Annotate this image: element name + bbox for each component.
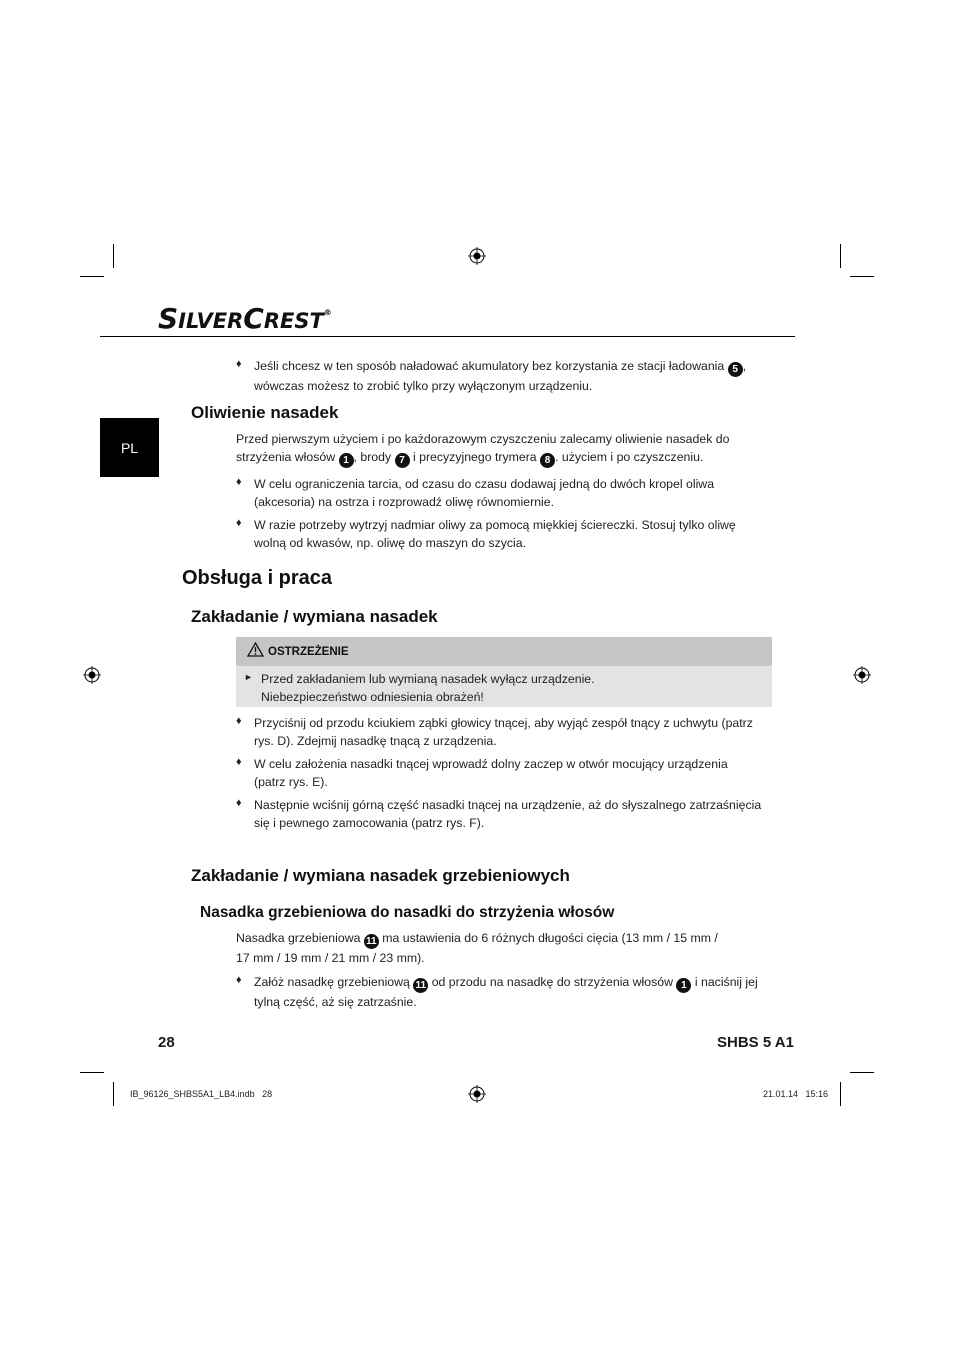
crop-mark <box>840 244 841 268</box>
bullet-icon: ♦ <box>236 358 242 370</box>
crop-mark <box>850 1072 874 1073</box>
registration-mark-icon <box>83 666 101 684</box>
oil-bullet-1: W celu ograniczenia tarcia, od czasu do czasu dodawaj jedną do dwóch kropel oliwa (akcesoria) na ostrza i rozprowadź oliwę równomiernie. <box>254 477 715 509</box>
crop-mark <box>113 1082 114 1106</box>
ref-number: 11 <box>364 934 379 949</box>
ref-number: 1 <box>339 453 354 468</box>
crop-mark <box>850 276 874 277</box>
intro-bullet-text: Jeśli chcesz w ten sposób naładować akumulatory bez korzystania ze stacji ładowania 5 , wówczas możesz to zrobić tylko przy wyłączonym urządzeniu. <box>254 359 747 393</box>
crop-mark <box>840 1082 841 1106</box>
registration-mark-icon <box>853 666 871 684</box>
crop-mark <box>80 1072 104 1073</box>
ref-number: 11 <box>413 978 428 993</box>
bullet-icon: ♦ <box>236 517 242 529</box>
language-tab: PL <box>100 418 159 477</box>
section-heading: Oliwienie nasadek <box>191 403 339 422</box>
attach-bullet-2: W celu założenia nasadki tnącej wprowadź dolny zaczep w otwór mocujący urządzenia (patrz rys. E). <box>254 757 728 789</box>
ref-number: 7 <box>395 453 410 468</box>
registration-mark-icon <box>468 247 486 265</box>
warning-title: OSTRZEŻENIE <box>268 646 349 658</box>
section-heading: Zakładanie / wymiana nasadek grzebieniowych <box>191 866 570 885</box>
print-slug-date: 21.01.14 15:16 <box>763 1089 829 1099</box>
bullet-icon: ♦ <box>236 797 242 809</box>
crop-mark <box>80 276 104 277</box>
subsection-heading: Nasadka grzebieniowa do nasadki do strzyżenia włosów <box>200 904 615 921</box>
bullet-icon: ♦ <box>236 715 242 727</box>
attach-bullet-1: Przyciśnij od przodu kciukiem ząbki głowicy tnącej, aby wyjąć zespół tnący z uchwytu (patrz rys. D). Zdejmij nasadkę tnącą z urządzenia. <box>254 716 753 748</box>
crop-mark <box>113 244 114 268</box>
comb-bullet-1: Załóż nasadkę grzebieniową 11 od przodu na nasadkę do strzyżenia włosów 1 i naciśnij jej tylną część, aż się zatrzaśnie. <box>254 975 758 1009</box>
attach-bullet-3: Następnie wciśnij górną część nasadki tnącej na urządzenie, aż do słyszalnego zatrzaśnięcia się i pewnego zamocowania (patrz rys. F). <box>254 798 762 830</box>
comb-paragraph: Nasadka grzebieniowa 11 ma ustawienia do 6 różnych długości cięcia (13 mm / 15 mm / 17 mm / 19 mm / 21 mm / 23 mm). <box>236 931 718 965</box>
chapter-heading: Obsługa i praca <box>182 567 333 589</box>
brand-logo: SILVERCREST® <box>158 302 332 335</box>
oil-bullet-2: W razie potrzeby wytrzyj nadmiar oliwy za pomocą miękkiej ściereczki. Stosuj tylko oliwę wolną od kwasów, np. oliwę do maszyn do szycia. <box>254 518 736 550</box>
print-slug-file: IB_96126_SHBS5A1_LB4.indb 28 <box>130 1089 273 1099</box>
bullet-icon: ♦ <box>236 756 242 768</box>
ref-number: 8 <box>540 453 555 468</box>
warning-triangle-icon <box>247 642 264 657</box>
oil-paragraph: Przed pierwszym użyciem i po każdorazowym czyszczeniu zalecamy oliwienie nasadek do strzyżenia włosów 1 , brody 7 i precyzyjnego trymera 8 . użyciem i po czyszczeniu. <box>236 432 730 466</box>
warning-text: Przed zakładaniem lub wymianą nasadek wyłącz urządzenie. Niebezpieczeństwo odniesienia obrażeń! <box>261 672 595 704</box>
bullet-icon: ♦ <box>236 974 242 986</box>
section-heading: Zakładanie / wymiana nasadek <box>191 607 438 626</box>
bullet-icon: ♦ <box>236 476 242 488</box>
ref-number: 5 <box>728 362 743 377</box>
ref-number: 1 <box>676 978 691 993</box>
page-number: 28 <box>158 1034 175 1051</box>
arrow-icon: ► <box>244 672 253 682</box>
header-rule <box>100 336 795 337</box>
registration-mark-icon <box>468 1085 486 1103</box>
model-number: SHBS 5 A1 <box>717 1034 794 1051</box>
